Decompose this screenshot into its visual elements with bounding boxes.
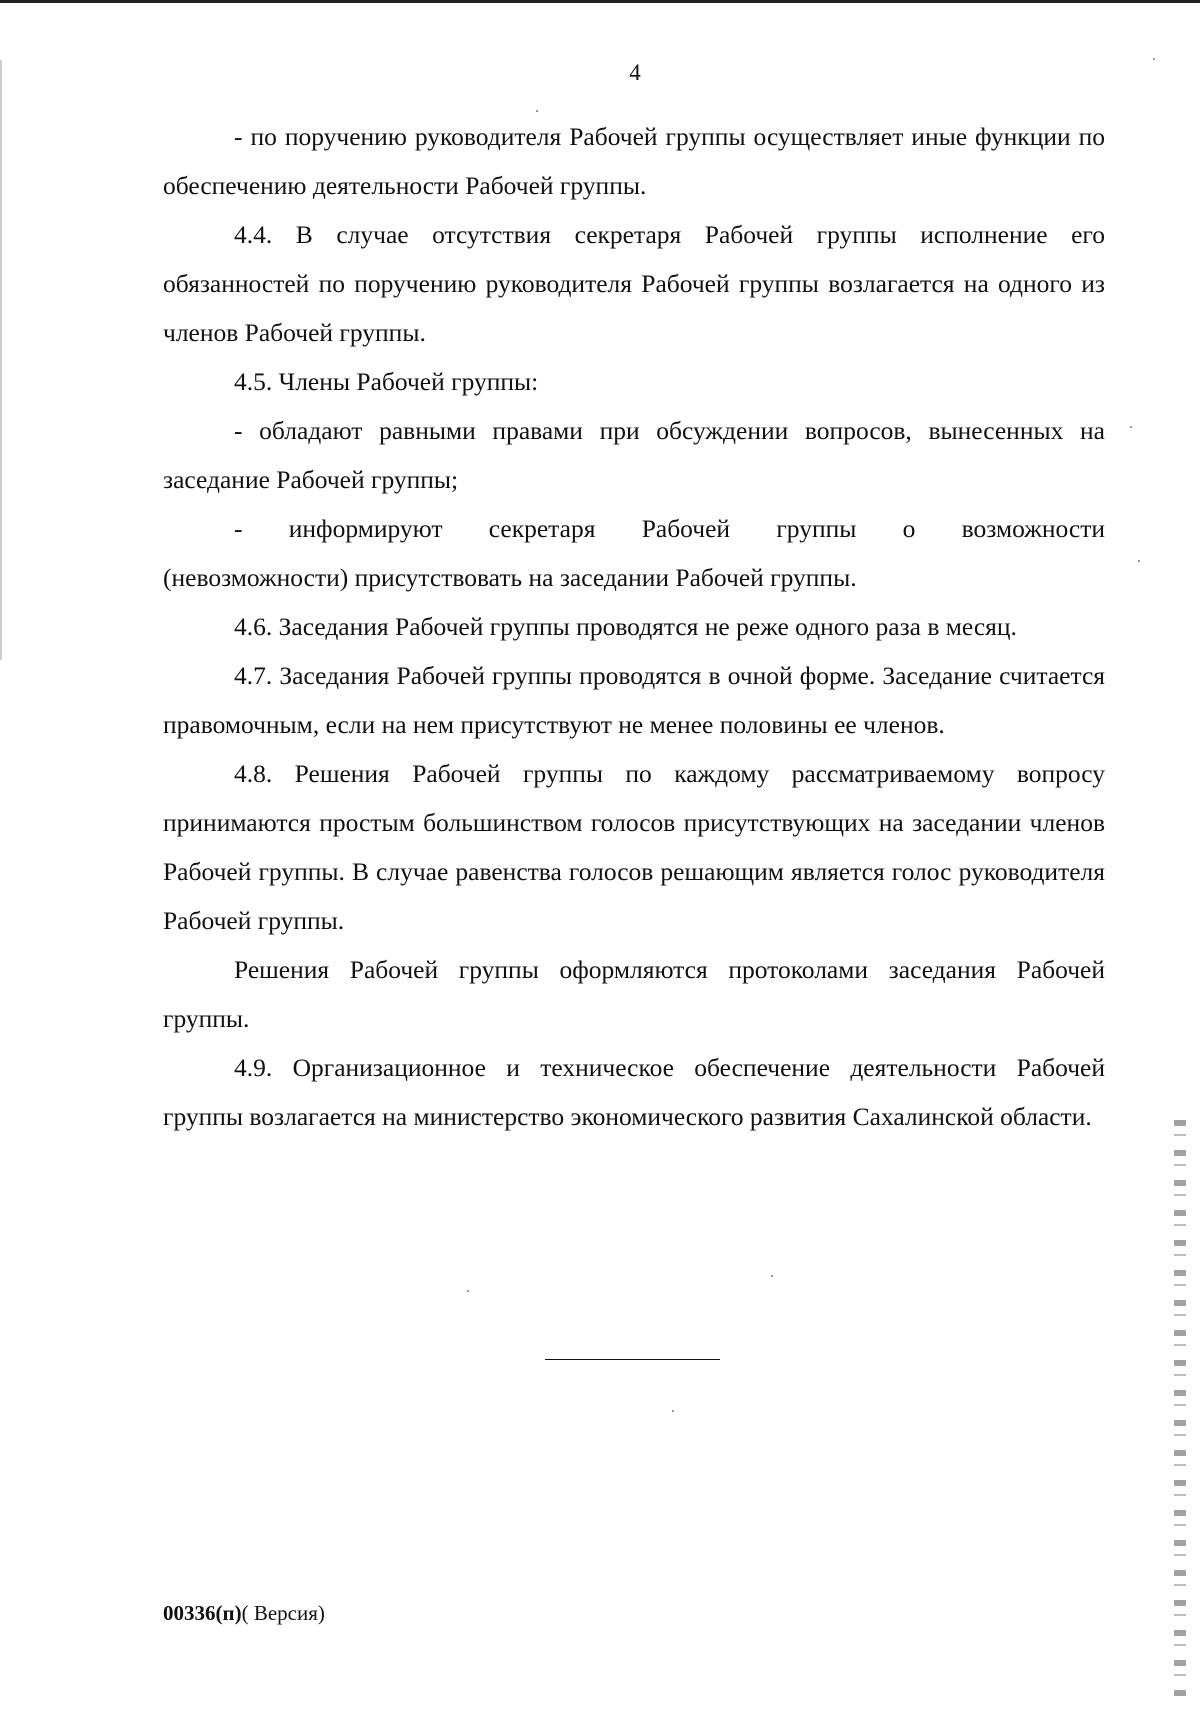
scan-speck [467, 1290, 469, 1292]
end-of-text-rule [545, 1359, 720, 1360]
paragraph-decisions-protocols: Решения Рабочей группы оформляются протоколами заседания Рабочей группы. [163, 955, 1105, 1033]
scan-right-edge-artifact [1174, 1120, 1186, 1700]
paragraph-equal-rights: - обладают равными правами при обсуждении вопросов, вынесенных на заседание Рабочей группы; [163, 416, 1105, 494]
scan-speck [1153, 58, 1155, 60]
scan-left-edge [0, 60, 2, 660]
paragraph-4-6: 4.6. Заседания Рабочей группы проводятся не реже одного раза в месяц. [234, 612, 1017, 641]
document-body [163, 112, 1105, 1141]
scan-speck [771, 1275, 773, 1277]
paragraph-4-5: 4.5. Члены Рабочей группы: [234, 367, 539, 396]
scan-top-edge [0, 0, 1200, 3]
footer-document-code [163, 1601, 325, 1626]
scan-speck [536, 110, 538, 112]
scan-speck [1130, 426, 1132, 428]
scan-speck [672, 1410, 674, 1412]
paragraph-4-4: 4.4. В случае отсутствия секретаря Рабочей группы исполнение его обязанностей по поручению руководителя Рабочей группы возлагается на одного из членов Рабочей группы. [163, 220, 1105, 347]
footer-code-bold: 00336(п) [163, 1601, 242, 1625]
paragraph-inform-line-1: - информируют секретаря Рабочей группы о возможности [234, 514, 1105, 543]
scan-speck [1138, 560, 1140, 562]
paragraph-4-7: 4.7. Заседания Рабочей группы проводятся в очной форме. Заседание считается правомочным, если на нем присутствуют не менее половины ее членов. [163, 661, 1105, 739]
paragraph-other-functions: - по поручению руководителя Рабочей группы осуществляет иные функции по обеспечению деятельности Рабочей группы. [163, 122, 1105, 200]
paragraph-4-9: 4.9. Организационное и техническое обеспечение деятельности Рабочей группы возлагается на министерство экономического развития Сахалинской области. [163, 1053, 1105, 1131]
footer-code-version: ( Версия) [241, 1601, 325, 1625]
paragraph-4-8: 4.8. Решения Рабочей группы по каждому рассматриваемому вопросу принимаются простым большинством голосов присутствующих на заседании членов Рабочей группы. В случае равенства голосов решающим является голос руководителя Рабочей группы. [163, 759, 1105, 935]
paragraph-inform-line-2: (невозможности) присутствовать на заседании Рабочей группы. [163, 563, 857, 592]
paragraph-inform-secretary [163, 504, 1105, 602]
page-number: 4 [629, 60, 641, 85]
